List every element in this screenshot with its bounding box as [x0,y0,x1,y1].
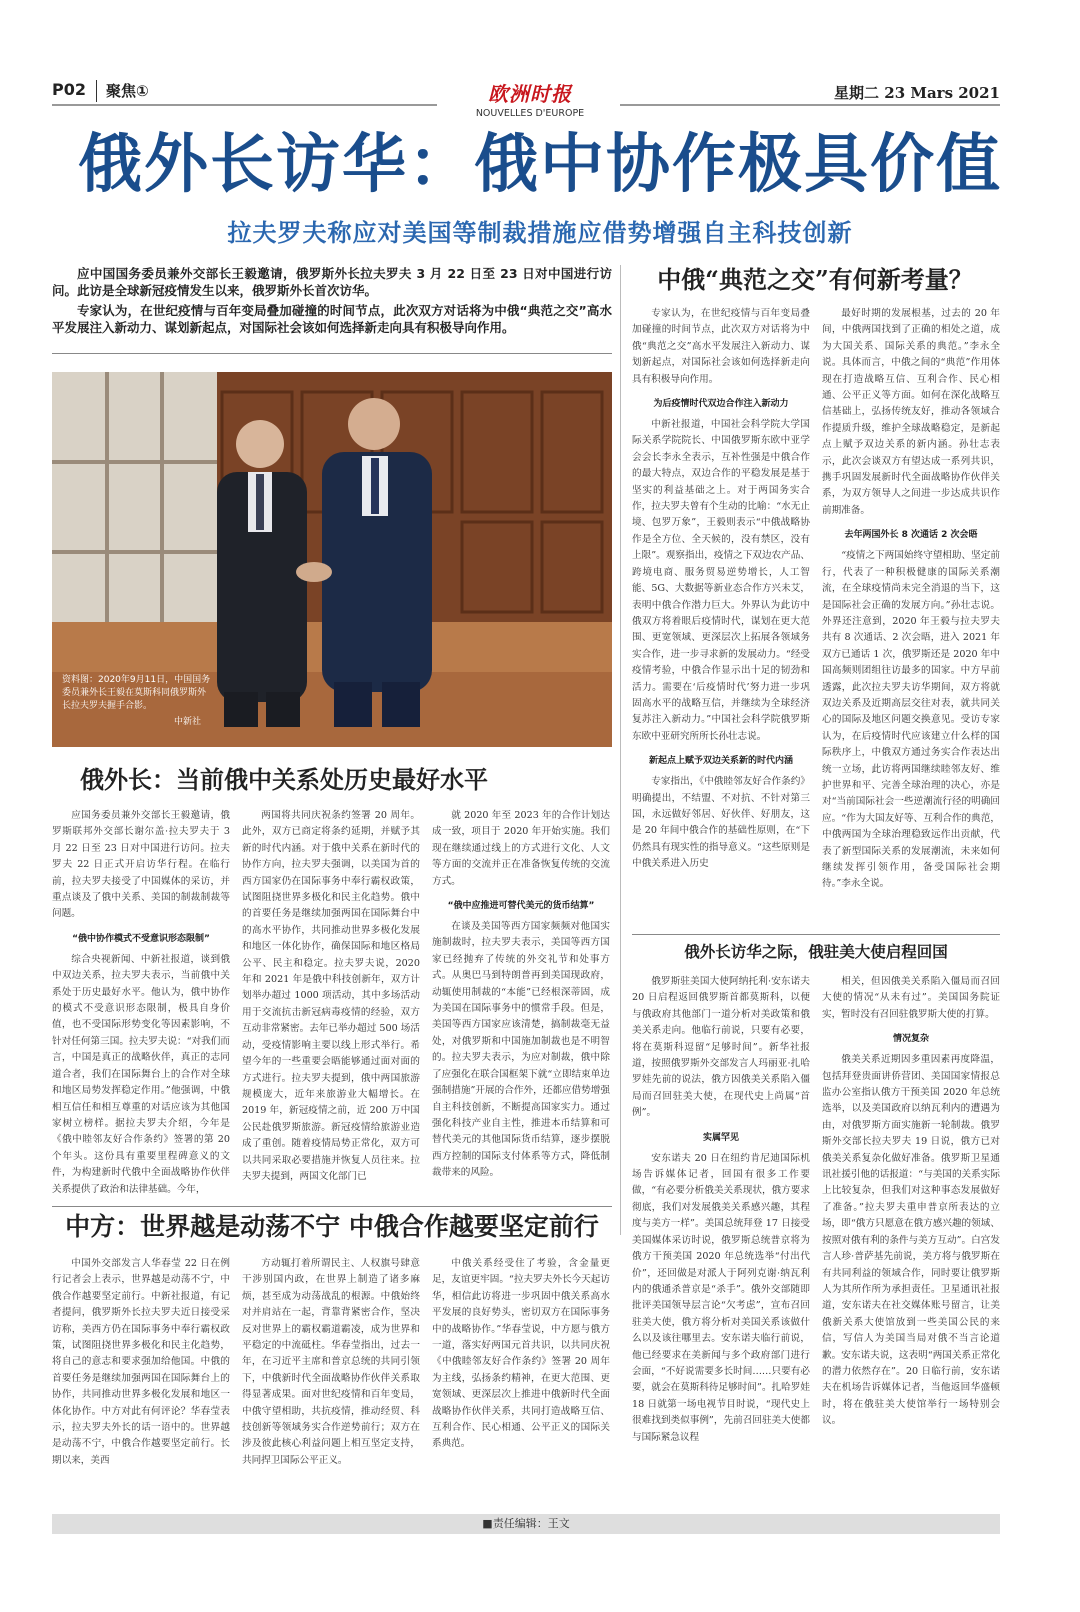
article-left-col1-text-b: 综合央视新闻、中新社报道，谈到俄中双边关系，拉夫罗夫表示，当前俄中关系处于历史最好水平。他认为，俄中协作的模式不受意识形态限制，极具自身价值，也不受国际形势变化等因素影响，不针对任何第三国。拉夫罗夫说：“对我们而言，中国是真正的战略伙伴，真正的志同道合者，我们在国际舞台上的合作对全球和地区局势发挥稳定作用。”他强调，中俄相互信任和相互尊重的对话应该为其他国家树立榜样。据拉夫罗夫介绍，今年是《俄中睦邻友好合作条约》签署的第 20 个年头。这份具有重要里程碑意义的文件，为构建新时代俄中全面战略协作伙伴关系提供了政治和法律基础。今年， [52,953,230,1195]
article-bottom-right-col2-subhead: 情况复杂 [892,1034,929,1045]
article-left-col3-text-a: 就 2020 年至 2023 年的合作计划达成一致，项目于 2020 年开始实施。我们现在继续通过线上的方式进行文化、人文等方面的交流并正在准备恢复传统的交流方式。 [432,810,610,887]
photo-caption: 资料图：2020年9月11日，中国国务委员兼外长王毅在莫斯科同俄罗斯外长拉夫罗夫握手合影。 [62,675,211,711]
masthead-logo [460,78,600,119]
article-right-col1-subhead-2: 新起点上赋予双边关系新的时代内涵 [648,756,793,767]
main-headline: 俄外长访华：俄中协作极具价值 [78,127,1002,202]
article-left-title: 俄外长：当前俄中关系处历史最好水平 [80,765,488,794]
article-right-col1-subhead-1: 为后疫情时代双边合作注入新动力 [653,399,789,410]
article-left-col3 [432,808,610,1200]
lead-rule [52,353,612,354]
column-divider [620,265,621,1235]
header-divider [96,80,97,102]
bottom-right-rule [632,934,1000,935]
footer-editor: ■责任编辑：王文 [482,1517,570,1530]
article-right-title: 中俄“典范之交”有何新考量？ [657,265,973,294]
masthead-subtitle: NOUVELLES D'EUROPE [475,108,585,119]
sub-headline: 拉夫罗夫称应对美国等制裁措施应借势增强自主科技创新 [227,219,853,247]
page-number: P02 [52,80,86,99]
article-left-col1 [52,808,230,1200]
article-left-col3-text-b: 在谈及美国等西方国家频频对他国实施制裁时，拉夫罗夫表示，美国等西方国家已经抛弃了传统的外交礼节和处事方式。从奥巴马到特朗普再到美国现政府，动辄使用制裁的“本能”已经根深蒂固，成为美国在国际事务中的惯常手段。但是，美国等西方国家应该清楚，搞制裁毫无益处，对俄罗斯和中国施加制裁也是不明智的。拉夫罗夫表示，为应对制裁，俄中除了应强化在联合国框架下就“立即结束单边强制措施”开展的合作外，还都应借势增强自主科技创新，不断提高国家实力。通过强化科技产业自主性，推进本币结算和可替代美元的其他国际货币结算，逐步摆脱西方控制的国际支付体系等方式，降低制裁带来的风险。 [432,921,610,1179]
bottom-left-rule [52,1206,612,1207]
article-bottom-right-col2-text-b: 俄美关系近期因多重因素再度降温，包括拜登贵面讲侨营团、美国国家情报总监办公室指认俄方干预美国 2020 年总统选举，以及美国政府以纳瓦利内的遭遇为由，对俄罗斯方面实施新一轮制裁。俄罗斯外交部长拉夫罗夫 19 日说，俄方已对俄美关系复杂化做好准备。俄罗斯卫星通讯社援引他的话报道：“与美国的关系实际上比较复杂，但我们对这种事态发展做好了准备。”拉夫罗夫重申普京所表达的立场，即“俄方只愿意在俄方感兴趣的领域、按照对俄有利的条件与美方互动”。白宫发言人珍·普萨基先前说，美方将与俄罗斯在有共同利益的领域合作，同时要让俄罗斯人为其所作所为承担责任。卫星通讯社报道，安东诺夫在社交媒体账号留言，让美俄新关系大使馆放到一些美国公民的来信，写信人为美国当局对俄不当言论道歉。安东诺夫说，这表明“两国关系正常化的潜力依然存在”。20 日临行前，安东诺夫在机场告诉媒体记者，当他返回华盛顿时，将在俄驻美大使馆举行一场特别会议。 [822,1054,1000,1427]
lead-text [52,265,612,347]
article-bottom-right-col1-text-b: 安东诺夫 20 日在纽约肯尼迪国际机场告诉媒体记者，回国有很多工作要做，“有必要分析俄美关系现状，俄方要求彻底，我们对发展俄美关系感兴趣，其程度与美方一样”。美国总统拜登 17 日接受美国媒体采访时说，俄罗斯总统普京将为俄方干预美国 2020 年总统选举“付出代价”，还回做是对派人于阿列克谢·纳瓦利内的俄通杀普京是“杀手”。俄外交部随即批评美国领导层言论“欠考虑”，宣布召回驻美大使，俄方将分析对美国关系该做什么以及该往哪里去。安东诺夫临行前说，他已经要求在美新闻与多个政府部门进行会面，“不好说需要多长时间……只要有必要，就会在莫斯科待足够时间”。扎哈罗娃 18 日就第一场电视节目时说，“现代史上很难找到类似事例”，先前召回驻美大使都与国际紧急议程 [632,1152,810,1443]
masthead-title: 欧洲时报 [488,82,572,106]
article-right-col2-text-a: 最好时期的发展根基，过去的 20 年间，中俄两国找到了正确的相处之道，成为大国关系、国际关系的典范。”李永全说。具体而言，中俄之间的“典范”作用体现在打造战略互信、互利合作、民心相通、公平正义等方面。如何在深化战略互信基础上，弘扬传统友好，推动各领域合作提质升级，维护全球战略稳定，是新起点上赋予双边关系的新内涵。孙壮志表示，此次会谈双方有望达成一系列共识，携手巩固发展新时代全面战略协作伙伴关系，为双方领导人之间进一步达成共识作前期准备。 [822,308,1000,516]
footer-bar [52,1514,1000,1534]
article-bottom-right-col1-text-a: 俄罗斯驻美国大使阿纳托利·安东诺夫 20 日启程返回俄罗斯首都莫斯科，以便与俄政府其他部门一道分析对美政策和俄美关系走向。他临行前说，只要有必要，将在莫斯科逗留“足够时间”。新华社报道，按照俄罗斯外交部发言人玛丽亚·扎哈罗娃先前的说法，俄方因俄美关系陷入僵局而召回驻美大使，在现代史上尚属“首例”。 [632,976,810,1119]
article-right-col2-subhead: 去年两国外长 8 次通话 2 次会晤 [844,530,978,541]
article-left-col3-subhead: “俄中应推进可替代美元的货币结算” [447,901,595,912]
article-bottom-right-col1 [632,974,810,1500]
issue-date: 星期二 23 Mars 2021 [834,84,1000,102]
article-left-col1-text-a: 应国务委员兼外交部长王毅邀请，俄罗斯联邦外交部长谢尔盖·拉夫罗夫于 3 月 22 日至 23 日对中国进行访问。拉夫罗夫 22 日正式开启访华行程。在临行前，拉夫罗夫接受了中国媒体的采访，并重点谈及了俄中关系、美国的制裁制裁等问题。 [52,810,230,920]
article-bottom-right-col1-subhead: 实属罕见 [702,1132,739,1143]
article-bottom-right-col2-text-a: 相关，但因俄美关系陷入僵局而召回大使的情况“从未有过”。美国国务院证实，暂时没有召回驻俄罗斯大使的打算。 [822,976,1000,1020]
header-rule-right [620,104,1000,106]
lead-paragraph-2: 专家认为，在世纪疫情与百年变局叠加碰撞的时间节点，此次双方对话将为中俄“典范之交”高水平发展注入新动力、谋划新起点，对国际社会该如何选择新走向具有积极导向作用。 [52,303,612,335]
article-right-col2 [822,306,1000,926]
lead-paragraph-1: 应中国国务委员兼外交部长王毅邀请，俄罗斯外长拉夫罗夫 3 月 22 日至 23 日对中国进行访问。此访是全球新冠疫情发生以来，俄罗斯外长首次访华。 [52,266,612,298]
section-label: 聚焦① [106,82,149,100]
photo-credit: 中新社 [174,717,202,727]
article-bottom-right-title: 俄外长访华之际，俄驻美大使启程回国 [684,942,948,961]
article-right-col1-text-b: 中新社报道，中国社会科学院大学国际关系学院院长、中国俄罗斯东欧中亚学会会长李永全表示，互补性强是中俄合作的最大特点，双边合作的平稳发展是基于坚实的利益基础之上。对于两国务实合作，拉夫罗夫曾有个生动的比喻：“水无止境、包罗万象”，王毅则表示“中俄战略协作是全方位、全天候的，没有禁区，没有上限”。观察指出，疫情之下双边农产品、跨境电商、服务贸易逆势增长，人工智能、5G、大数据等新业态合作方兴未艾，表明中俄合作潜力巨大。外界认为此访中俄双方将着眼后疫情时代，谋划在更大范围、更宽领域、更深层次上拓展各领域务实合作，进一步寻求新的发展动力。“经受疫情考验，中俄合作显示出十足的韧劲和活力。需要在‘后疫情时代’努力进一步巩固高水平的战略互信，并继续为全球经济复苏注入新动力。”中国社会科学院俄罗斯东欧中亚研究所所长孙壮志说。 [632,419,810,742]
article-right-col1-text-c: 专家指出，《中俄睦邻友好合作条约》明确提出，不结盟、不对抗、不针对第三国，永远做好邻居、好伙伴、好朋友，这是 20 年间中俄合作的基础性原则，在“下仍然具有现实性的指导意义。“这些原则是中俄关系进入历史 [632,776,810,870]
article-right-col2-text-b: “疫情之下两国始终守望相助、坚定前行，代表了一种积极健康的国际关系潮流，在全球疫情尚未完全消退的当下，这是国际社会正确的发展方向。”孙壮志说。外界还注意到，2020 年王毅与拉夫罗夫共有 8 次通话、2 次会晤，进入 2021 年双方已通话 1 次，俄罗斯还是 2020 年中国高频则团组往访最多的国家。中方早前透露，此次拉夫罗夫访华期间，双方将就双边关系及近期高层交往对表，就共同关心的国际及地区问题交换意见。受访专家认为，在后疫情时代应该建立什么样的国际秩序上，中俄双方通过务实合作表达出统一立场，此访将两国继续睦邻友好、维护世界和平、完善全球治理的决心，亦是对“当前国际社会一些逆潮流行径的明确回应。“作为大国友好等、互利合作的典范，中俄两国为全球治理稳致远作出贡献，代表了新型国际关系的发展潮流，未来如何继续发挥引领作用，备受国际社会期待。”李永全说。 [822,550,1000,890]
article-bottom-left-title: 中方：世界越是动荡不宁 中俄合作越要坚定前行 [65,1212,599,1241]
article-bottom-left-col2: 方动辄打着所谓民主、人权旗号肆意干涉别国内政，在世界上制造了诸多麻烦，甚至成为动荡战乱的根源。中俄始终对并肩站在一起，背靠背紧密合作，坚决反对世界上的霸权霸道霸凌，成为世界和平稳定的中流砥柱。华春莹指出，过去一年，在习近平主席和普京总统的共同引领下，中俄新时代全面战略协作伙伴关系取得显著成果。面对世纪疫情和百年变局，中俄守望相助，共抗疫情，推动经贸、科技创新等领域务实合作逆势前行；双方在涉及彼此核心利益问题上相互坚定支持，共同捍卫国际公平正义。 [242,1258,420,1466]
news-photo [52,372,612,747]
article-bottom-left-col1: 中国外交部发言人华春莹 22 日在例行记者会上表示，世界越是动荡不宁，中俄合作越要坚定前行。中新社报道，有记者提问，俄罗斯外长拉夫罗夫近日接受采访称，美西方仍在国际事务中奉行霸权政策，试图阻挠世界多极化和民主化趋势，将自己的意志和要求强加给他国。中俄的首要任务是继续加强两国在国际舞台上的协作，共同推动世界多极化发展和地区一体化协作。中方对此有何评论？华春莹表示，拉夫罗夫外长的话一语中的。世界越是动荡不宁，中俄合作越要坚定前行。长期以来，美西 [52,1258,230,1466]
article-right-col1 [632,306,810,926]
article-bottom-left-col3: 中俄关系经受住了考验，含金量更足，友谊更牢固。“拉夫罗夫外长今天起访华，相信此访将进一步巩固中俄关系高水平发展的良好势头，密切双方在国际事务中的战略协作。”华春莹说，中方愿与俄方一道，落实好两国元首共识，以共同庆祝《中俄睦邻友好合作条约》签署 20 周年为主线，弘扬条约精神，在更大范围、更宽领域、更深层次上推进中俄新时代全面战略协作伙伴关系，共同打造战略互信、互利合作、民心相通、公平正义的国际关系典范。 [432,1258,610,1450]
article-left-col2: 两国将共同庆祝条约签署 20 周年。此外，双方已商定将条约延期，并赋予其新的时代内涵。对于俄中关系在新时代的协作方向，拉夫罗夫强调，以美国为首的西方国家仍在国际事务中奉行霸权政策，试图阻挠世界多极化和民主化趋势。俄中的首要任务是继续加强两国在国际舞台中的高水平协作，共同推动世界多极化发展和地区一体化协作，确保国际和地区格局公平、民主和稳定。拉夫罗夫说，2020 年和 2021 年是俄中科技创新年，双方计划举办超过 1000 项活动，其中多场活动用于交流抗击新冠病毒疫情的经验，双方互动非常紧密。去年已举办超过 500 场活动，受疫情影响主要以线上形式举行。希望今年的一些重要会晤能够通过面对面的方式进行。拉夫罗夫提到，俄中两国旅游规模庞大，近年来旅游业大幅增长。在 2019 年，新冠疫情之前，近 200 万中国公民赴俄罗斯旅游。新冠疫情给旅游业造成了重创。随着疫情局势正常化，双方可以共同采取必要措施并恢复人员往来。拉夫罗夫提到，两国文化部门已 [242,810,420,1182]
article-right-col1-text-a: 专家认为，在世纪疫情与百年变局叠加碰撞的时间节点，此次双方对话将为中俄“典范之交”高水平发展注入新动力、谋划新起点，对国际社会该如何选择新走向具有积极导向作用。 [632,308,810,385]
article-bottom-right-col2 [822,974,1000,1500]
article-left-col1-subhead: “俄中协作模式不受意识形态限制” [72,933,210,944]
header-rule-left [52,104,437,106]
